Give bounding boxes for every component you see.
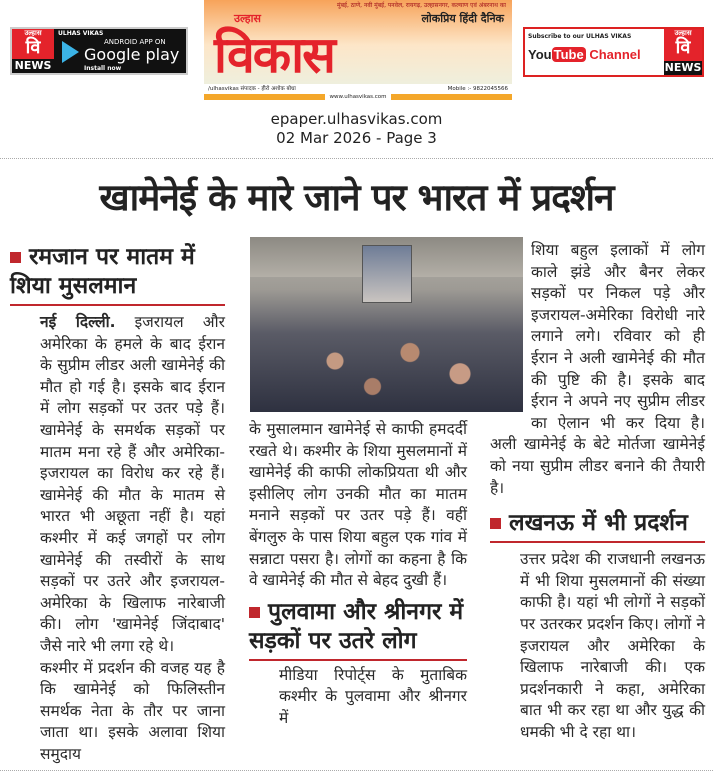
paragraph: के मुसालमान खामेनेई से काफी हमदर्दी रखते थे। कश्मीर के शिया मुसलमानों में खामेनेई की काफी लोकप्रियता थी और इसीलिए लोग उनकी मौत का मातम मनाने सड़कों पर उतर पड़े हैं। वहीं बेंगलुरु के पास शिया बहुल एक गांव में सन्नाटा पसरा है। लोगों का कहना है कि वे खामेनेई की मौत से बेहद दुखी हैं। [249, 420, 467, 590]
subheading-text: पुलवामा और श्रीनगर में सड़कों पर उतरे लोग [249, 598, 464, 654]
install-label: Install now [84, 65, 122, 72]
column-3 [490, 240, 705, 743]
paragraph: उत्तर प्रदेश की राजधानी लखनऊ में भी शिया मुसलमानों की संख्या काफी है। यहां भी लोगों ने सड़कों पर उतरकर प्रदर्शन किए। लोगों ने इजरायल और अमेरिका के खिलाफ नारेबाजी की। एक प्रदर्शनकारी ने कहा, अमेरिका बात भी कर रहा था और युद्ध की धमकी भी दे रहा था। [520, 550, 705, 741]
edition-site[interactable]: epaper.ulhasvikas.com [270, 110, 443, 128]
vikas-logo [12, 29, 54, 59]
play-store-icon [62, 41, 79, 63]
android-label: ANDROID APP ON [104, 38, 166, 46]
protest-photo [250, 237, 523, 412]
paragraph: शिया बहुल इलाकों में लोग काले झंडे और बैनर लेकर सड़कों पर निकल पड़े और इजरायल-अमेरिका विरोधी नारे लगाने लगे। रविवार को ही ईरान ने अली खामेनेई की मौत की पुष्टि की है। इसके बाद ईरान ने अपने नए सुप्रीम लीडर का ऐलान भी कर दिया है। अली खामेनेई के बेटे मोर्तजा खामेनेई को नया सुप्रीम लीडर बनाने की तैयारी है। [490, 241, 705, 497]
social-handles: /ulhasvikas संपादक - हीरो अशोक बोधा [208, 86, 296, 92]
photo-wrap-spacer [490, 240, 531, 416]
subheading-1 [10, 243, 225, 306]
logo-small-text: उल्हास [24, 29, 42, 37]
masthead-subtitle: लोकप्रिय हिंदी दैनिक [421, 12, 504, 25]
vikas-logo-right [664, 29, 702, 61]
article-headline: खामेनेई के मारे जाने पर भारत में प्रदर्शन [99, 176, 614, 219]
subheading-2 [249, 598, 467, 661]
edition-date-page: 02 Mar 2026 - Page 3 [276, 129, 437, 147]
divider [0, 770, 713, 771]
google-play-ad[interactable] [10, 27, 188, 75]
masthead [204, 0, 512, 100]
masthead-small-title: उल्हास [234, 12, 261, 25]
paragraph: मीडिया रिपोर्ट्स के मुताबिक कश्मीर के पुलवामा और श्रीनगर में [279, 665, 467, 727]
news-label: NEWS [12, 59, 54, 73]
logo-letter: वि [675, 37, 691, 58]
divider [0, 158, 713, 159]
youtube-ad[interactable] [523, 27, 704, 77]
paragraph-text: इजरायल और अमेरिका के हमले के बाद ईरान के सुप्रीम लीडर अली खामेनेई की मौत हो गई है। इसके बाद ईरान में लोग सड़कों पर उतर पड़े हैं। खामेनेई के समर्थक सड़कों पर मातम मना रहे हैं और अमेरिका-इजरायल का विरोध कर रहे हैं। खामेनेई की मौत के मातम से भारत भी अछूता नहीं है। यहां कश्मीर में कई जगहों पर लोग खामेनेई की तस्वीरों के साथ सड़कों पर उतरे और इजरायल-अमेरिका के खिलाफ नारेबाजी की। लोग 'खामेनेई जिंदाबाद' जैसे नारे भी लगा रहे थे। [40, 313, 225, 655]
paragraph: कश्मीर में प्रदर्शन की वजह यह है कि खामेनेई को फिलिस्तीन समर्थक नेता के तौर पर जाना जाता था। इसके अलावा शिया समुदाय [40, 658, 225, 763]
portrait-poster [362, 245, 412, 303]
store-name: Google play [84, 45, 180, 64]
paragraph [10, 312, 225, 658]
subscribe-text: Subscribe to our ULHAS VIKAS [528, 33, 632, 40]
youtube-channel: Channel [589, 47, 641, 62]
subheading-3 [490, 509, 705, 543]
masthead-title: विकास [214, 25, 334, 84]
bullet-square-icon [490, 518, 501, 529]
subheading-text: लखनऊ में भी प्रदर्शन [509, 510, 688, 537]
column-2 [249, 419, 467, 730]
mobile-number: Mobile :- 9822045566 [447, 86, 508, 92]
news-label: NEWS [664, 61, 702, 74]
bullet-square-icon [249, 607, 260, 618]
youtube-you: You [528, 47, 552, 62]
brand-label: ULHAS VIKAS [58, 30, 104, 37]
website-link[interactable]: www.ulhasvikas.com [325, 94, 390, 100]
youtube-tube: Tube [553, 47, 584, 62]
bullet-square-icon [10, 252, 21, 263]
logo-letter: वि [25, 37, 41, 58]
logo-small-text: उल्हास [674, 29, 692, 37]
dateline: नई दिल्ली. [40, 313, 116, 331]
subheading-text: रमजान पर मातम में शिया मुसलमान [10, 244, 195, 299]
column-1 [10, 243, 225, 765]
masthead-tagline: मुंबई, ठाणे, नवी मुंबई, पनवेल, रायगढ़, उल्हासनगर, कल्याण एवं अंबरनाथ का [337, 2, 506, 9]
